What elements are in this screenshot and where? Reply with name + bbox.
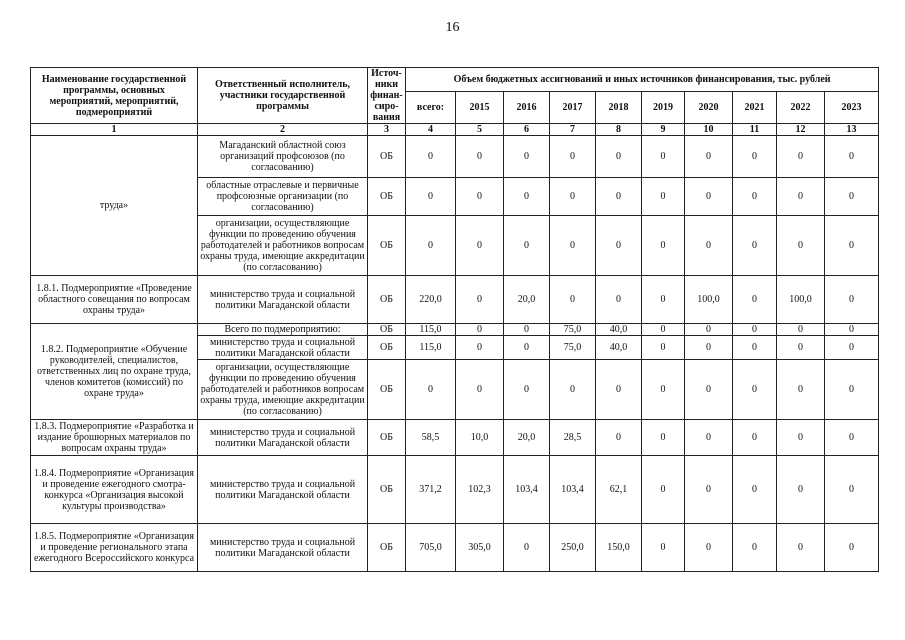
year-value-cell: 0: [596, 420, 642, 456]
year-value-cell: 40,0: [596, 336, 642, 360]
year-value-cell: 0: [733, 136, 777, 178]
source-cell: ОБ: [368, 336, 406, 360]
page-number: 16: [445, 20, 460, 35]
year-value-cell: 0: [504, 524, 550, 572]
year-value-cell: 0: [825, 276, 879, 324]
executor-cell: Магаданский областной союз организаций профсоюзов (по согласованию): [198, 136, 368, 178]
year-value-cell: 0: [733, 456, 777, 524]
header-budget: Объем бюджетных ассигнований и иных источников финансирования, тыс. рублей: [406, 68, 879, 92]
total-cell: 705,0: [406, 524, 456, 572]
year-value-cell: 0: [777, 360, 825, 420]
source-cell: ОБ: [368, 420, 406, 456]
header-executor: Ответственный исполнитель, участники государственной программы: [198, 68, 368, 124]
budget-table: [30, 67, 879, 572]
column-number: 11: [733, 124, 777, 136]
year-value-cell: 102,3: [456, 456, 504, 524]
header-year: 2021: [733, 91, 777, 123]
year-value-cell: 0: [642, 360, 685, 420]
year-value-cell: 0: [777, 324, 825, 336]
year-value-cell: 62,1: [596, 456, 642, 524]
year-value-cell: 0: [504, 178, 550, 216]
total-cell: 0: [406, 360, 456, 420]
year-value-cell: 0: [733, 360, 777, 420]
table-row: [31, 276, 879, 324]
header-year: 2017: [550, 91, 596, 123]
executor-cell: областные отраслевые и первичные профсоюзные организации (по согласованию): [198, 178, 368, 216]
header-year: 2016: [504, 91, 550, 123]
year-value-cell: 0: [685, 420, 733, 456]
year-value-cell: 150,0: [596, 524, 642, 572]
source-cell: ОБ: [368, 276, 406, 324]
measure-name: 1.8.4. Подмероприятие «Организация и проведение ежегодного смотра-конкурса «Организация высокой культуры производства»: [31, 456, 198, 524]
year-value-cell: 0: [642, 178, 685, 216]
table-row: [31, 524, 879, 572]
source-cell: ОБ: [368, 136, 406, 178]
header-year: 2018: [596, 91, 642, 123]
year-value-cell: 0: [685, 360, 733, 420]
year-value-cell: 103,4: [550, 456, 596, 524]
total-cell: 371,2: [406, 456, 456, 524]
year-value-cell: 0: [596, 136, 642, 178]
total-cell: 115,0: [406, 336, 456, 360]
year-value-cell: 0: [777, 178, 825, 216]
year-value-cell: 0: [596, 216, 642, 276]
year-value-cell: 0: [825, 136, 879, 178]
year-value-cell: 28,5: [550, 420, 596, 456]
year-value-cell: 0: [685, 324, 733, 336]
year-value-cell: 0: [456, 216, 504, 276]
year-value-cell: 0: [825, 420, 879, 456]
column-number: 13: [825, 124, 879, 136]
column-number: 5: [456, 124, 504, 136]
year-value-cell: 0: [596, 178, 642, 216]
year-value-cell: 0: [504, 216, 550, 276]
year-value-cell: 100,0: [777, 276, 825, 324]
column-number: 3: [368, 124, 406, 136]
year-value-cell: 0: [642, 324, 685, 336]
year-value-cell: 0: [504, 336, 550, 360]
column-number: 12: [777, 124, 825, 136]
year-value-cell: 0: [642, 336, 685, 360]
column-number: 6: [504, 124, 550, 136]
total-cell: 58,5: [406, 420, 456, 456]
header-year: 2015: [456, 91, 504, 123]
column-number: 2: [198, 124, 368, 136]
year-value-cell: 0: [596, 276, 642, 324]
year-value-cell: 0: [642, 276, 685, 324]
year-value-cell: 0: [456, 276, 504, 324]
year-value-cell: 0: [642, 136, 685, 178]
column-number: 10: [685, 124, 733, 136]
header-year: 2020: [685, 91, 733, 123]
year-value-cell: 0: [733, 178, 777, 216]
year-value-cell: 0: [733, 276, 777, 324]
source-cell: ОБ: [368, 360, 406, 420]
measure-name: 1.8.5. Подмероприятие «Организация и проведение регионального этапа ежегодного Всероссийского конкурса: [31, 524, 198, 572]
year-value-cell: 250,0: [550, 524, 596, 572]
year-value-cell: 0: [642, 216, 685, 276]
year-value-cell: 0: [685, 524, 733, 572]
year-value-cell: 0: [642, 524, 685, 572]
measure-name: труда»: [31, 136, 198, 276]
year-value-cell: 75,0: [550, 324, 596, 336]
year-value-cell: 103,4: [504, 456, 550, 524]
year-value-cell: 0: [825, 178, 879, 216]
year-value-cell: 0: [642, 420, 685, 456]
year-value-cell: 0: [685, 136, 733, 178]
year-value-cell: 0: [550, 276, 596, 324]
year-value-cell: 0: [733, 420, 777, 456]
source-cell: ОБ: [368, 456, 406, 524]
year-value-cell: 0: [504, 136, 550, 178]
year-value-cell: 0: [777, 524, 825, 572]
year-value-cell: 0: [504, 324, 550, 336]
year-value-cell: 0: [777, 420, 825, 456]
measure-name: 1.8.1. Подмероприятие «Проведение областного совещания по вопросам охраны труда»: [31, 276, 198, 324]
measure-name: 1.8.2. Подмероприятие «Обучение руководителей, специалистов, ответственных лиц по охране труда, членов комитетов (комиссий) по охране труда»: [31, 324, 198, 420]
year-value-cell: 0: [733, 324, 777, 336]
table-row: [31, 324, 879, 336]
total-cell: 220,0: [406, 276, 456, 324]
executor-cell: министерство труда и социальной политики Магаданской области: [198, 420, 368, 456]
year-value-cell: 0: [777, 336, 825, 360]
year-value-cell: 0: [825, 360, 879, 420]
year-value-cell: 0: [456, 324, 504, 336]
year-value-cell: 0: [596, 360, 642, 420]
year-value-cell: 0: [825, 524, 879, 572]
executor-cell: организации, осуществляющие функции по проведению обучения работодателей и работников вопросам охраны труда, имеющие аккредитации (по согласованию): [198, 216, 368, 276]
year-value-cell: 0: [685, 456, 733, 524]
total-cell: 0: [406, 178, 456, 216]
header-source: Источ-ники финан-сиро-вания: [368, 68, 406, 124]
source-cell: ОБ: [368, 324, 406, 336]
year-value-cell: 0: [733, 216, 777, 276]
year-value-cell: 0: [685, 216, 733, 276]
year-value-cell: 0: [825, 216, 879, 276]
year-value-cell: 0: [733, 524, 777, 572]
year-value-cell: 10,0: [456, 420, 504, 456]
header-name: Наименование государственной программы, основных мероприятий, мероприятий, подмероприятий: [31, 68, 198, 124]
table-row: [31, 136, 879, 178]
year-value-cell: 0: [456, 178, 504, 216]
year-value-cell: 0: [550, 360, 596, 420]
year-value-cell: 0: [777, 216, 825, 276]
column-number: 4: [406, 124, 456, 136]
table-row: [31, 456, 879, 524]
source-cell: ОБ: [368, 524, 406, 572]
year-value-cell: 0: [504, 360, 550, 420]
year-value-cell: 0: [733, 336, 777, 360]
year-value-cell: 40,0: [596, 324, 642, 336]
year-value-cell: 0: [550, 216, 596, 276]
total-cell: 0: [406, 216, 456, 276]
executor-cell: министерство труда и социальной политики Магаданской области: [198, 524, 368, 572]
column-number: 7: [550, 124, 596, 136]
year-value-cell: 20,0: [504, 276, 550, 324]
year-value-cell: 0: [456, 336, 504, 360]
year-value-cell: 75,0: [550, 336, 596, 360]
year-value-cell: 100,0: [685, 276, 733, 324]
measure-name: 1.8.3. Подмероприятие «Разработка и издание брошюрных материалов по вопросам охраны труда»: [31, 420, 198, 456]
executor-cell: организации, осуществляющие функции по проведению обучения работодателей и работников вопросам охраны труда, имеющие аккредитации (по согласованию): [198, 360, 368, 420]
executor-cell: министерство труда и социальной политики Магаданской области: [198, 456, 368, 524]
year-value-cell: 0: [550, 136, 596, 178]
year-value-cell: 0: [550, 178, 596, 216]
header-year: 2023: [825, 91, 879, 123]
column-number: 1: [31, 124, 198, 136]
source-cell: ОБ: [368, 178, 406, 216]
executor-cell: министерство труда и социальной политики Магаданской области: [198, 336, 368, 360]
table-row: [31, 420, 879, 456]
source-cell: ОБ: [368, 216, 406, 276]
column-number: 9: [642, 124, 685, 136]
year-value-cell: 0: [685, 178, 733, 216]
year-value-cell: 0: [685, 336, 733, 360]
table-body: [31, 136, 879, 572]
year-value-cell: 20,0: [504, 420, 550, 456]
total-cell: 115,0: [406, 324, 456, 336]
year-value-cell: 0: [825, 456, 879, 524]
year-value-cell: 0: [777, 456, 825, 524]
header-year: 2019: [642, 91, 685, 123]
year-value-cell: 0: [642, 456, 685, 524]
year-value-cell: 0: [456, 136, 504, 178]
header-year: 2022: [777, 91, 825, 123]
column-number: 8: [596, 124, 642, 136]
total-cell: 0: [406, 136, 456, 178]
executor-cell: Всего по подмероприятию:: [198, 324, 368, 336]
year-value-cell: 0: [456, 360, 504, 420]
executor-cell: министерство труда и социальной политики Магаданской области: [198, 276, 368, 324]
year-value-cell: 0: [825, 336, 879, 360]
year-value-cell: 0: [777, 136, 825, 178]
header-total: всего:: [406, 91, 456, 123]
year-value-cell: 0: [825, 324, 879, 336]
year-value-cell: 305,0: [456, 524, 504, 572]
